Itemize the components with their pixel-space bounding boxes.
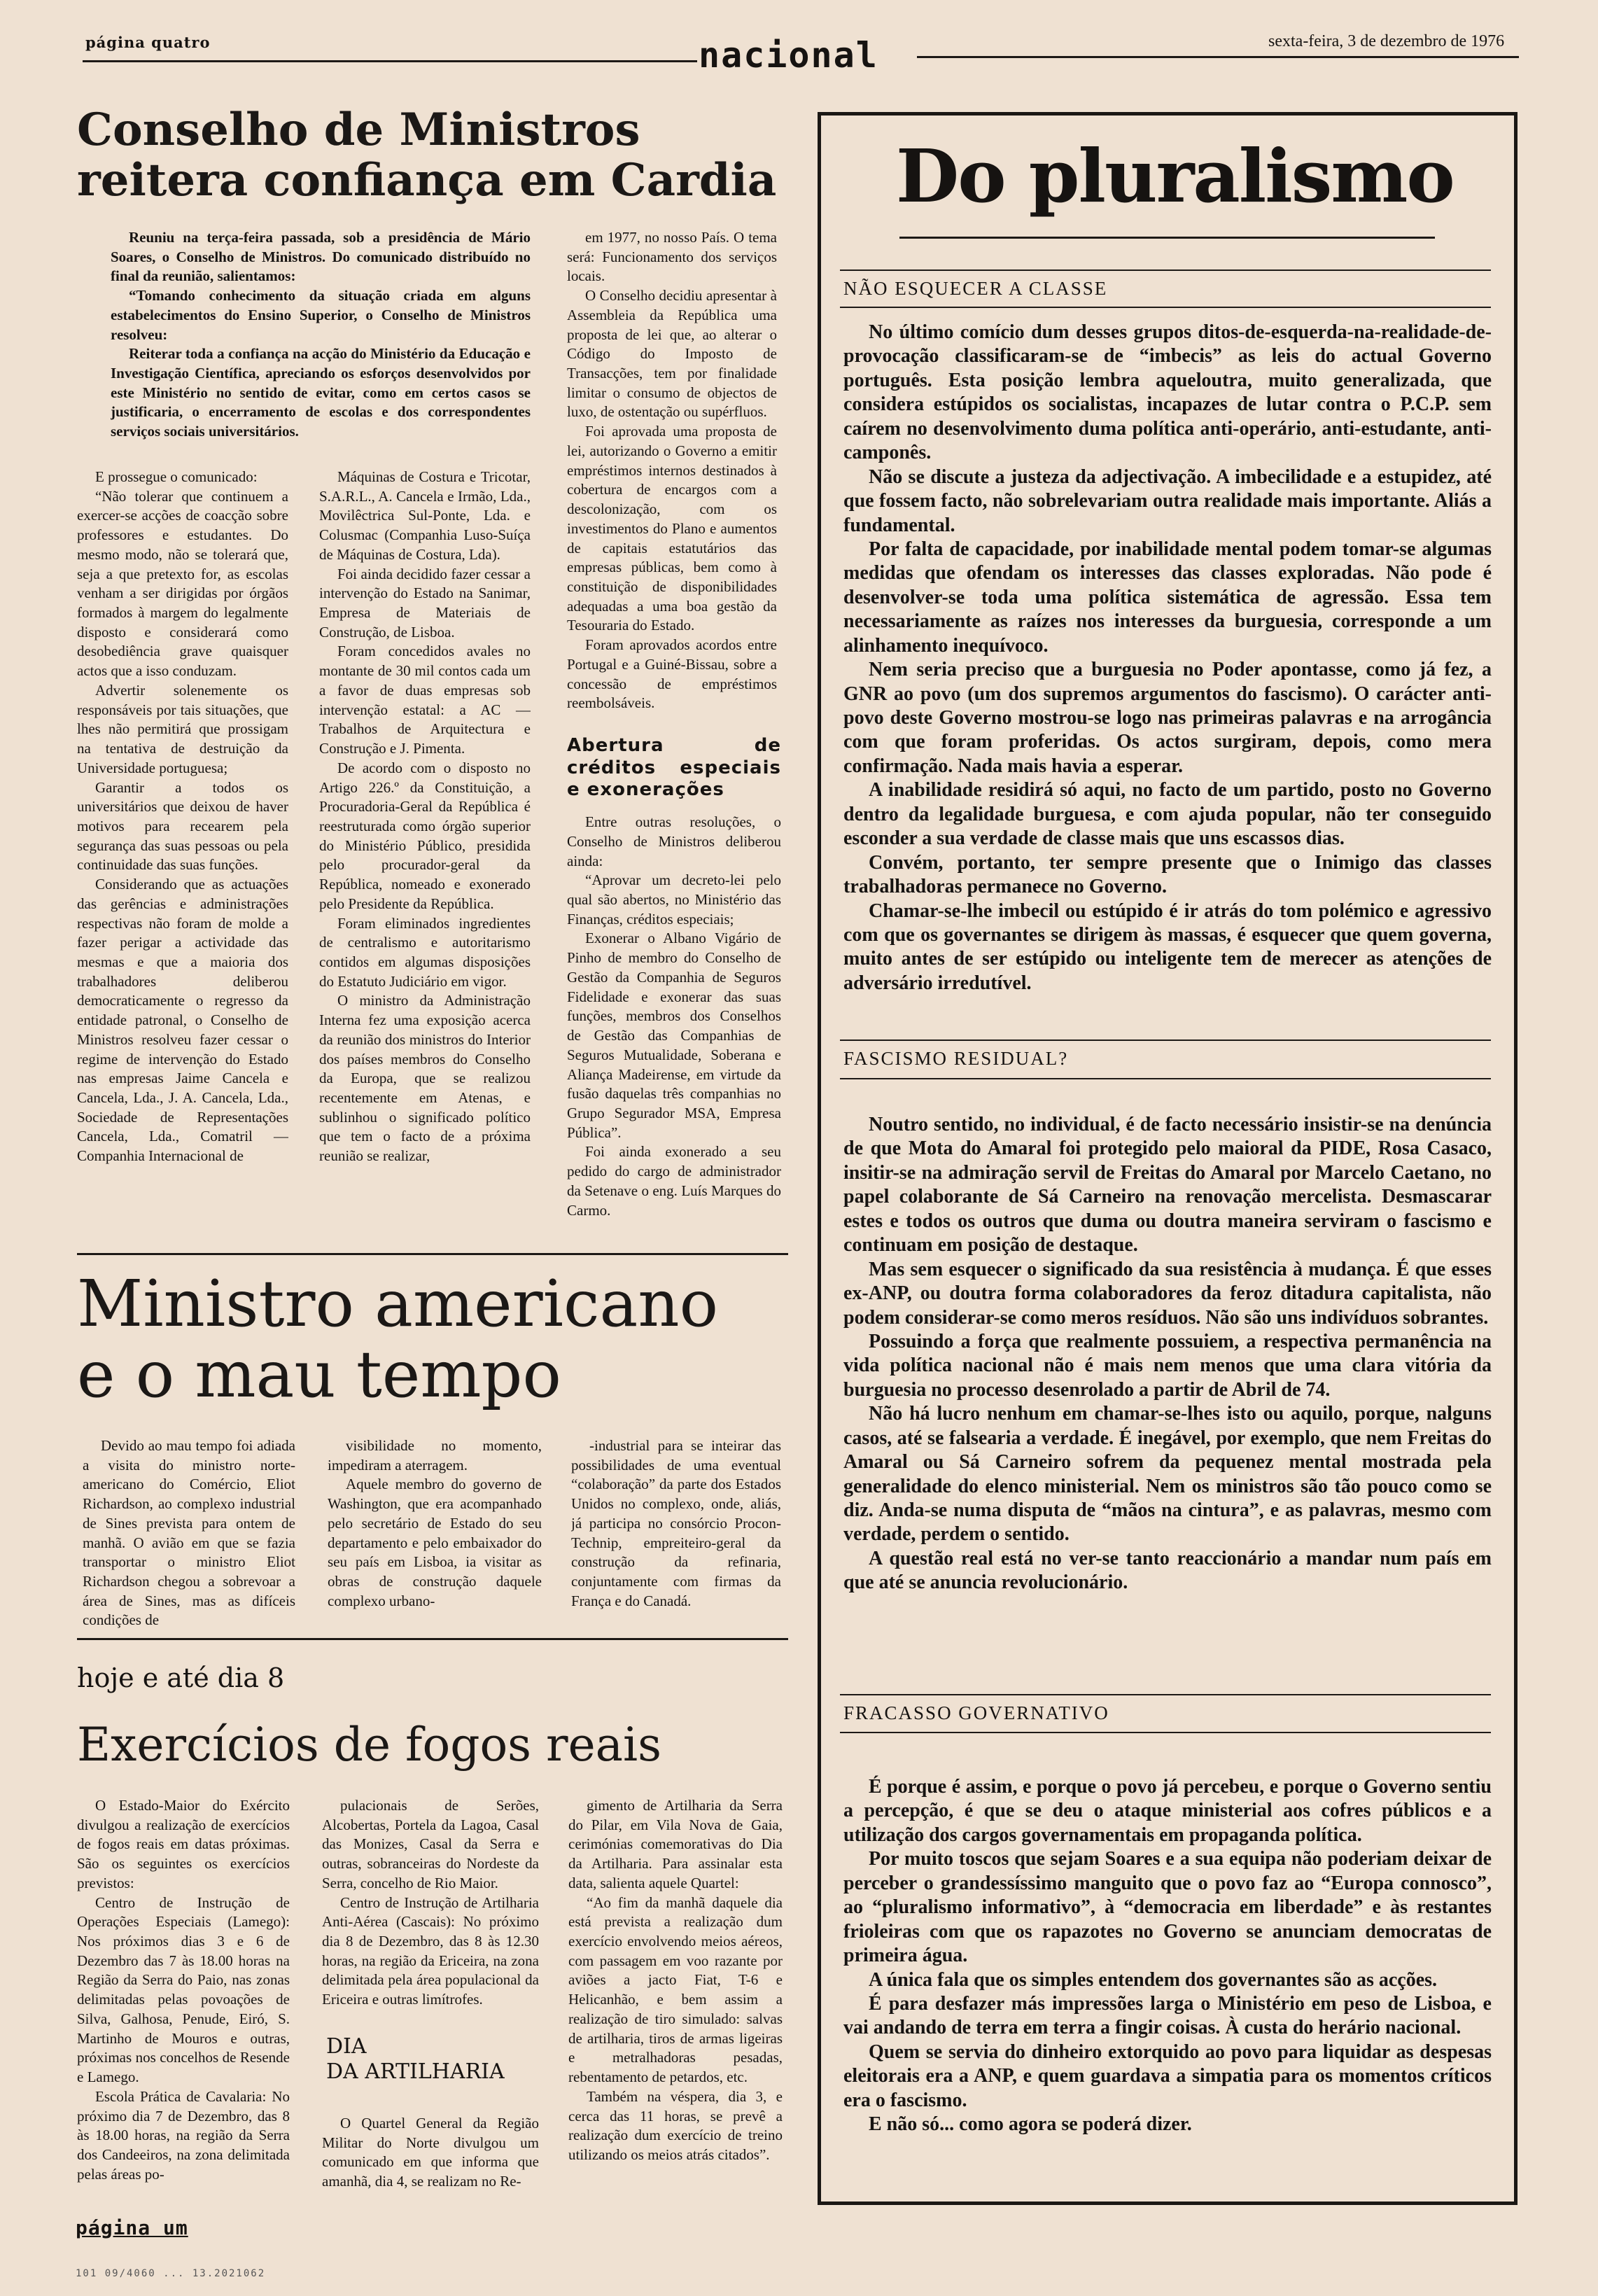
paragraph: Foi aprovada uma proposta de lei, autorizando o Governo a emitir empréstimos internos destinados à cobertura de encargos com a descolonização, com os investimentos do Plano e aumentos de capitais estatutários das empresas públicas, bem como à constituição de disponibilidades adequadas a uma boa gestão da Tesouraria do Estado. [567,423,777,634]
subheadline [326,2034,505,2085]
header-rule-right [917,56,1519,58]
paragraph: Entre outras resoluções, o Conselho de Ministros deliberou ainda: [567,813,781,869]
editorial-section-body [843,1113,1492,1595]
section-rule-top [840,1694,1491,1695]
paragraph: Também na véspera, dia 3, e cerca das 11 horas, se prevê a realização dum exercício de treino utilizando os meios atrás citados”. [568,2087,783,2163]
section-divider [77,1253,788,1255]
article-column [319,468,531,1243]
paragraph: Convém, portanto, ter sempre presente que o Inimigo das classes trabalhadoras permanece no Governo. [843,851,1492,898]
paragraph: Quem se servia do dinheiro extorquido ao povo para liquidar as despesas eleitorais era a ANP, e quem guardava a simpatia para os momentos críticos era o fascismo. [843,2040,1492,2111]
paragraph: “Tomando conhecimento da situação criada em alguns estabelecimentos do Ensino Superior, o Conselho de Ministros resolveu: [111,287,531,343]
paragraph: Reuniu na terça-feira passada, sob a presidência de Mário Soares, o Conselho de Ministros. Do comunicado distribuído no final da reunião, salientamos: [111,229,531,285]
paragraph: Por muito toscos que sejam Soares e a sua equipa não poderiam deixar de perceber o grandessíssimo manguito que o povo faz ao “Europa connosco”, ao “pluralismo informativo”, à “democracia em liberdade” e às restantes frioleiras com que os rapazotes no Governo se anunciam democratas de primeira água. [843,1848,1492,1967]
paragraph: Nem seria preciso que a burguesia no Poder apontasse, como já fez, a GNR ao povo (um dos supremos argumentos do fascismo). O carácter anti-povo deste Governo mostrou-se logo nas primeiras palavras e na arrogância com que foram proferidas. Os actos surgiram, depois, como mera confirmação. Nada mais havia a esperar. [843,659,1492,777]
section-rule-top [840,270,1491,271]
paragraph: No último comício dum desses grupos ditos-de-esquerda-na-realidade-de-provocação classificaram-se de “imbecis” as leis do actual Governo português. Esta posição lembra aqueloutra, muito generalizada, que considera estúpidos os socialistas, incapazes de lutar contra o P.C.P. sem caírem no desenvolvimento duma política anti-operário, anti-estudante, anti-camponês. [843,321,1492,464]
paragraph: visibilidade no momento, impediram a aterragem. [328,1437,542,1474]
paragraph: O ministro da Administração Interna fez uma exposição acerca da reunião dos ministros do Interior dos países membros do Conselho da Europa, que se realizou recentemente em Atenas, e sublinhou o significado político que tem o facto de a próxima reunião se realizar, [319,992,531,1165]
subsection-body [567,813,781,1220]
article-richardson [77,1266,791,1413]
article-headline [77,1266,791,1413]
footer-page-mark: página um [76,2216,188,2239]
section-rule-bottom [840,1732,1491,1733]
paragraph: É para desfazer más impressões larga o Ministério em peso de Lisboa, e vai andando de terra em terra a fingir coisas. À custa do herário nacional. [843,1992,1492,2039]
paragraph: Possuindo a força que realmente possuiem, a respectiva permanência na vida política nacional não é mais nem menos que uma clara vitória da burguesia no processo desenrolado a partir de Abril de 74. [843,1330,1492,1401]
paragraph: Foram concedidos avales no montante de 30 mil contos cada um a favor de duas empresas sob intervenção estatal: a AC — Trabalhos de Arquitectura e Construção e J. Pimenta. [319,643,531,757]
issue-date: sexta-feira, 3 de dezembro de 1976 [1268,32,1505,50]
paragraph: Noutro sentido, no individual, é de facto necessário insistir-se na denúncia de que Mota do Amaral foi protegido pelo maioral da PIDE, Rosa Casaco, insitir-se na admiração servil de Freitas do Amaral por Marcelo Caetano, no papel colaborante de Sá Carneiro na renovação mercelista. Desmascarar estes e todos os outros que duma ou doutra maneira serviram o fascismo e continuam em posição de destaque. [843,1114,1492,1256]
page-label: página quatro [85,34,211,51]
paragraph: em 1977, no nosso País. O tema será: Funcionamento dos serviços locais. [567,229,777,285]
headline-line-2: e o mau tempo [77,1337,561,1413]
paragraph: pulacionais de Serões, Alcobertas, Portela da Lagoa, Casal das Monizes, Casal da Serra e outras, sobranceiras do Nordeste da Serra, concelho de Rio Maior. [322,1797,539,1891]
paragraph: Máquinas de Costura e Tricotar, S.A.R.L., A. Cancela e Irmão, Lda., Movilêctrica Sul-Ponte, Lda. e Colusmac (Companhia Luso-Suíça de Máquinas de Costura, Lda). [319,468,531,563]
paragraph: De acordo com o disposto no Artigo 226.º da Constituição, a Procuradoria-Geral da República é reestruturada como órgão superior do Ministério Público, presidida pelo procurador-geral da República, nomeado e exonerado pelo Presidente da República. [319,759,531,912]
article-column [567,228,777,718]
article-column [322,2114,539,2205]
footer-code: 101 09/4060 ... 13.2021062 [76,2268,266,2279]
paragraph: Devido ao mau tempo foi adiada a visita do ministro norte-americano do Comércio, Eliot Richardson, ao complexo industrial de Sines prevista para ontem de manhã. O avião em que se fazia transportar o ministro Eliot Richardson chegou a sobrevoar a área de Sines, mas as difíceis condições de [83,1437,295,1629]
paragraph: “Não tolerar que continuem a exercer-se acções de coacção sobre professores e estudantes. Do mesmo modo, não se tolerará que, seja a que pretexto for, as escolas venham a ser dirigidas por órgãos formados à margem do legalmente disposto e considerará como desobediência grave quaisquer actos que a isso conduzam. [77,487,288,680]
article-column [568,1796,783,2202]
paragraph: “Aprovar um decreto-lei pelo qual são abertos, no Ministério das Finanças, créditos especiais; [567,872,781,927]
paragraph: gimento de Artilharia da Serra do Pilar, em Vila Nova de Gaia, cerimónias comemorativas do Dia da Artilharia. Para assinalar esta data, salienta aquele Quartel: [568,1797,783,1891]
paragraph: A questão real está no ver-se tanto reaccionário a mandar num país em que até se anuncia revolucionário. [843,1547,1492,1594]
headline-line-2: reitera confiança em Cardia [77,153,777,206]
paragraph: Centro de Instrução de Artilharia Anti-Aérea (Cascais): No próximo dia 8 de Dezembro, das 8 às 12.30 horas, na região da Ericeira, na zona delimitada pela área populacional da Ericeira e outras limítrofes. [322,1893,539,2008]
section-heading: NÃO ESQUECER A CLASSE [843,278,1108,299]
paragraph: O Conselho decidiu apresentar à Assembleia da República uma proposta de lei que, ao alterar o Código do Imposto de Transacções, tem por finalidade limitar o consumo de objectos de luxo, de ostentação ou supérfluos. [567,287,777,421]
header-rule-left [83,60,697,62]
paragraph: Por falta de capacidade, por inabilidade mental podem tomar-se algumas medidas que ofendam os interesses das classes exploradas. Não pode é desenvolver-se toda uma política sistemática de agressão. Essa tem necessariamente as raízes nos interesses da burguesia, corresponde a um alinhamento inequívoco. [843,538,1492,657]
section-title: nacional [699,35,878,76]
article-column [77,468,288,1243]
editorial-title: Do pluralismo [896,133,1454,219]
paragraph: É porque é assim, e porque o povo já percebeu, e porque o Governo sentiu a percepção, é que se deu o ataque ministerial aos cofres públicos e a utilização dos cargos governamentais em propaganda política. [843,1776,1492,1846]
paragraph: Foram aprovados acordos entre Portugal e a Guiné-Bissau, sobre a concessão de empréstimos reembolsáveis. [567,636,777,712]
section-rule-bottom [840,307,1491,308]
article-subsection [567,728,781,1246]
paragraph: Advertir solenemente os responsáveis por tais situações, que lhes não permitirá que prossigam na tentativa de destruição da Universidade portuguesa; [77,681,288,776]
section-heading: FASCISMO RESIDUAL? [843,1048,1069,1069]
article-column [77,1796,290,2202]
paragraph: Chamar-se-lhe imbecil ou estúpido é ir atrás do tom polémico e agressivo com que os governantes se dirigem às massas, é esquecer que quem governa, muito antes de ser estúpido ou inteligente tem de merecer as atenções de adversário irredutível. [843,899,1492,994]
article-column [322,1796,539,2026]
paragraph: Não se discute a justeza da adjectivação. A imbecilidade e a estupidez, até que fossem facto, não sobrelevariam outra realidade mais importante. Aliás a fundamental. [843,465,1492,536]
paragraph: Exonerar o Albano Vigário de Pinho de membro do Conselho de Gestão da Companhia de Seguros Fidelidade e exonerar das suas funções, membros dos Conselhos de Gestão das Companhias de Seguros Mutualidade, Soberana e Aliança Madeirense, em virtude da fusão daquelas três companhias no Grupo Segurador MSA, Empresa Pública”. [567,930,781,1141]
paragraph: Foi ainda decidido fazer cessar a intervenção do Estado na Sanimar, Empresa de Materiais de Construção, de Lisboa. [319,565,531,640]
paragraph: Considerando que as actuações das gerências e administrações respectivas não foram de molde a fazer perigar a actividade das mesmas e que a maioria dos trabalhadores deliberou democraticamente o regresso da entidade patronal, o Conselho de Ministros resolveu fazer cessar o regime de intervenção do Estado nas empresas Jaime Cancela e Cancela, Lda., J. A. Cancela, Lda., Sociedade de Representações Cancela, Lda., Comatril — Companhia Internacional de [77,876,288,1165]
subheadline-line-2: DA ARTILHARIA [326,2059,505,2084]
subheadline-line-1: DIA [326,2034,367,2059]
paragraph: Mas sem esquecer o significado da sua resistência à mudança. É que esses ex-ANP, ou doutra forma colaboradores da feroz ditadura capitalista, não podem considerar-se como meros resíduos. Não são uns indivíduos sobrantes. [843,1258,1492,1329]
paragraph: O Estado-Maior do Exército divulgou a realização de exercícios de fogos reais em datas próximas. São os seguintes os exercícios previstos: [77,1797,290,1891]
paragraph: -industrial para se inteirar das possibilidades de uma eventual “colaboração” da parte dos Estados Unidos no complexo, onde, aliás, já participa no consórcio Procon-Technip, empreiteiro-geral da construção da refinaria, conjuntamente com firmas da França e do Canadá. [571,1437,781,1609]
article-column [571,1436,781,1632]
section-rule-top [840,1040,1491,1041]
article-cardia [77,105,791,205]
paragraph: Aquele membro do governo de Washington, que era acompanhado pelo secretário de Estado do seu departamento e pelo embaixador do seu país em Lisboa, ia visitar as obras de construção daquele complexo urbano- [328,1476,542,1609]
paragraph: Reiterar toda a confiança na acção do Ministério da Educação e Investigação Científica, apreciando os esforços desenvolvidos por este Ministério no sentido de evitar, como em certos casos se justificaria, o encerramento de escolas e dos correspondentes serviços sociais universitários. [111,345,531,440]
title-underline [899,237,1435,239]
paragraph: O Quartel General da Região Militar do Norte divulgou um comunicado em que informa que amanhã, dia 4, se realizam no Re- [322,2115,539,2190]
paragraph: E não só... como agora se poderá dizer. [869,2113,1192,2136]
editorial-section-body [843,1775,1492,2137]
section-divider [77,1638,788,1640]
paragraph: A única fala que os simples entendem dos governantes são as acções. [869,1968,1438,1991]
paragraph: Centro de Instrução de Operações Especiais (Lamego): Nos próximos dias 3 e 6 de Dezembro das 7 às 18.00 horas na Região da Serra do Paio, nas zonas delimitadas pelas povoações de Silva, Galhosa, Penude, Eiró, S. Martinho de Mouros e outras, próximas nos concelhos de Resende e Lamego. [77,1893,290,2086]
paragraph: Foram eliminados ingredientes de centralismo e autoritarismo contidos em algumas disposições do Estatuto Judiciário em vigor. [319,914,531,990]
section-heading: FRACASSO GOVERNATIVO [843,1702,1109,1723]
article-column [83,1436,295,1632]
paragraph: “Ao fim da manhã daquele dia está prevista a realização dum exercício envolvendo meios aéreos, com passagem em voo razante por aviões a jacto Fiat, T-6 e Helicanhão, e bem assim a realização de tiro simulado: salvas de artilharia, tiros de armas ligeiras e metralhadoras pesadas, rebentamento de petardos, etc. [568,1893,783,2086]
article-column [328,1436,542,1632]
subheadline: Abertura de créditos especiais e exonerações [567,735,781,801]
article-kicker: hoje e até dia 8 [77,1662,285,1693]
article-headline: Exercícios de fogos reais [77,1718,661,1772]
paragraph: Não há lucro nenhum em chamar-se-lhes isto ou aquilo, porque, nalguns casos, até se falsearia a verdade. É inegável, por exemplo, que nem Freitas do Amaral ou Sá Carneiro sofrem da pequenez mental mostrada pela generalidade do elenco ministerial. Nem os ministros são tão pouco como se diz. Anda-se numa disputa de “mãos na cintura”, e as palavras, mesmo com verdade, perdem o sentido. [843,1403,1492,1546]
paragraph: A inabilidade residirá só aqui, no facto de um partido, posto no Governo dentro da legalidade burguesa, e com ajuda popular, não ter conseguido esconder a sua verdade de classe mais que uns escassos dias. [843,779,1492,850]
article-lead-column [111,228,531,459]
paragraph: Foi ainda exonerado a seu pedido do cargo de administrador da Setenave o eng. Luís Marques do Carmo. [567,1143,781,1219]
paragraph: Escola Prática de Cavalaria: No próximo dia 7 de Dezembro, das 8 às 18.00 horas, na região da Serra dos Candeeiros, na zona delimitada pelas áreas po- [77,2087,290,2183]
article-headline [77,105,791,205]
editorial-section-body [843,321,1492,995]
paragraph: E prossegue o comunicado: [95,468,258,485]
section-rule-bottom [840,1078,1491,1079]
headline-line-1: Ministro americano [77,1266,719,1341]
paragraph: Garantir a todos os universitários que deixou de haver motivos para recearem pela segurança das suas pessoas ou pela continuidade das suas funções. [77,778,288,874]
headline-line-1: Conselho de Ministros [77,104,640,156]
